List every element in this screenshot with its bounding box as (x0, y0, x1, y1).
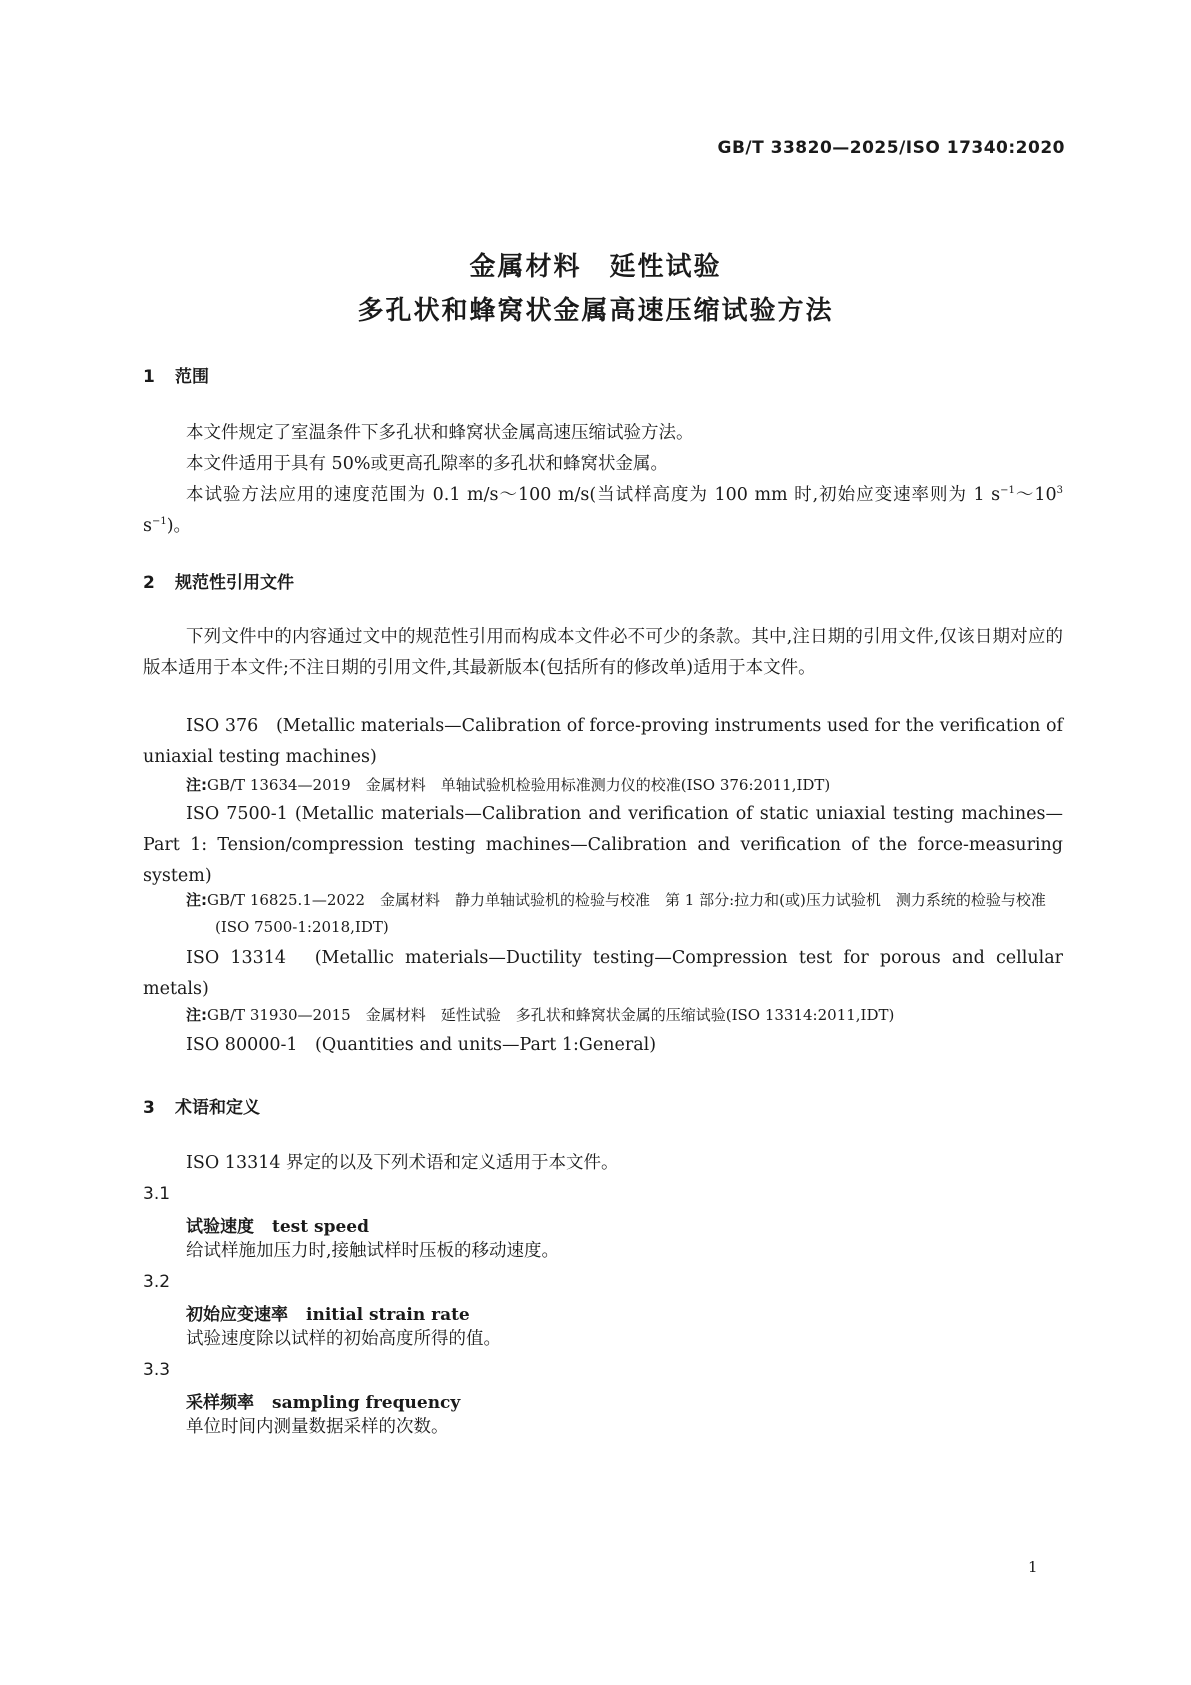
scope-p3-mid2: s (143, 516, 152, 536)
section-number: 2 (143, 573, 155, 593)
reference-note (186, 772, 1063, 799)
note-text: GB/T 13634—2019 金属材料 单轴试验机检验用标准测力仪的校准(ISO 376:2011,IDT) (207, 776, 831, 794)
term-en: test speed (272, 1217, 369, 1237)
section-title: 范围 (175, 367, 209, 387)
section-number: 1 (143, 367, 155, 387)
term-definition: 给试样施加压力时,接触试样时压板的移动速度。 (186, 1241, 560, 1261)
reference-iso-13314: ISO 13314 (Metallic materials—Ductility testing—Compression test for porous and cellular metals) (143, 948, 1063, 999)
term-number: 3.3 (143, 1360, 171, 1380)
term-zh: 试验速度 (186, 1217, 254, 1237)
term-definition: 试验速度除以试样的初始高度所得的值。 (186, 1329, 501, 1349)
term-zh: 采样频率 (186, 1393, 254, 1413)
term-en: initial strain rate (306, 1305, 470, 1325)
exponent: 3 (1056, 485, 1063, 496)
term-number: 3.2 (143, 1272, 171, 1292)
term-heading (186, 1300, 470, 1325)
page-number: 1 (1028, 1558, 1038, 1576)
scope-p3-text: 本试验方法应用的速度范围为 0.1 m/s～100 m/s(当试样高度为 100 mm 时,初始应变速率则为 1 s (186, 485, 1001, 505)
section-3-heading (143, 1093, 260, 1118)
note-text: GB/T 31930—2015 金属材料 延性试验 多孔状和蜂窝状金属的压缩试验(ISO 13314:2011,IDT) (207, 1006, 895, 1024)
scope-paragraph-1: 本文件规定了室温条件下多孔状和蜂窝状金属高速压缩试验方法。 (186, 423, 694, 443)
note-label: 注: (186, 891, 207, 909)
note-label: 注: (186, 1006, 207, 1024)
section-number: 3 (143, 1098, 155, 1118)
term-heading (186, 1212, 369, 1237)
term-zh: 初始应变速率 (186, 1305, 288, 1325)
scope-paragraph-2: 本文件适用于具有 50%或更高孔隙率的多孔状和蜂窝状金属。 (186, 454, 668, 474)
note-label: 注: (186, 776, 207, 794)
title-line-2: 多孔状和蜂窝状金属高速压缩试验方法 (357, 296, 834, 326)
scope-p3-end: )。 (166, 516, 192, 536)
term-number: 3.1 (143, 1184, 171, 1204)
section-title: 术语和定义 (175, 1098, 260, 1118)
term-heading (186, 1388, 460, 1413)
section-2-heading (143, 568, 294, 593)
standard-number: GB/T 33820—2025/ISO 17340:2020 (717, 138, 1065, 158)
reference-note (186, 1002, 1063, 1029)
title-line-1: 金属材料 延性试验 (469, 252, 722, 282)
normative-references-intro: 下列文件中的内容通过文中的规范性引用而构成本文件必不可少的条款。其中,注日期的引用文件,仅该日期对应的版本适用于本文件;不注日期的引用文件,其最新版本(包括所有的修改单)适用于本文件。 (143, 627, 1063, 678)
terms-intro: ISO 13314 界定的以及下列术语和定义适用于本文件。 (186, 1153, 619, 1173)
reference-iso-376: ISO 376 (Metallic materials—Calibration of force-proving instruments used for the verification of uniaxial testing machines) (143, 716, 1063, 767)
reference-iso-80000-1: ISO 80000-1 (Quantities and units—Part 1:General) (186, 1035, 657, 1055)
scope-p3-mid: ～10 (1014, 485, 1057, 505)
term-definition: 单位时间内测量数据采样的次数。 (186, 1417, 449, 1437)
exponent: −1 (1000, 485, 1015, 496)
section-title: 规范性引用文件 (175, 573, 294, 593)
term-en: sampling frequency (272, 1393, 461, 1413)
reference-note (186, 887, 1063, 941)
reference-iso-7500-1: ISO 7500-1 (Metallic materials—Calibration and verification of static uniaxial testing machines—Part 1: Tension/compression testing machines—Calibration and verification of the force-measuring system) (143, 804, 1063, 886)
section-1-heading (143, 362, 209, 387)
note-text: GB/T 16825.1—2022 金属材料 静力单轴试验机的检验与校准 第 1 部分:拉力和(或)压力试验机 测力系统的检验与校准(ISO 7500-1:2018,IDT) (207, 891, 1046, 936)
scope-paragraph-3 (143, 480, 1063, 542)
exponent: −1 (151, 516, 167, 527)
